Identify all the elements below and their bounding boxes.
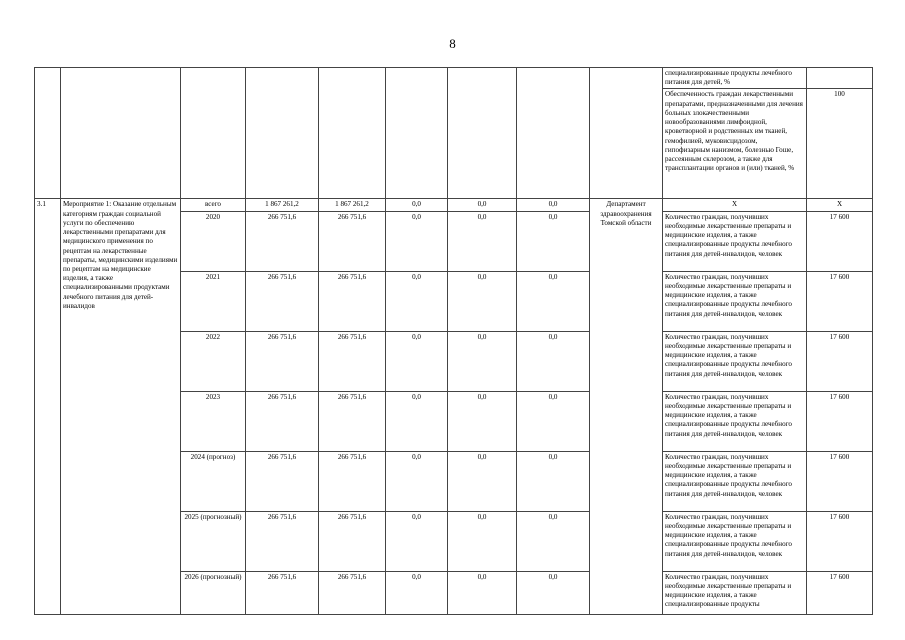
value-cell: 17 600 [807,571,873,614]
cell-other [517,68,590,199]
loc-cell: 0,0 [448,391,517,451]
other-cell: 0,0 [517,271,590,331]
other-cell: 0,0 [517,199,590,211]
other-cell: 0,0 [517,391,590,451]
indicator-cell: Х [663,199,807,211]
total-cell: 1 867 261,2 [246,199,319,211]
loc-cell: 0,0 [448,511,517,571]
year-cell: 2026 (прогнозный) [181,571,246,614]
indicator-cell: Количество граждан, получивших необходимые лекарственные препараты и медицинские изделия, а также специализированные продукты лечебного питания для детей-инвалидов, человек [663,391,807,451]
indicator-cell: специализированные продукты лечебного питания для детей, % [663,68,807,89]
indicator-cell: Количество граждан, получивших необходимые лекарственные препараты и медицинские изделия, а также специализированные продукты лечебного питания для детей-инвалидов, человек [663,451,807,511]
fed-cell: 1 867 261,2 [319,199,386,211]
indicator-cell: Количество граждан, получивших необходимые лекарственные препараты и медицинские изделия, а также специализированные продукты лечебного питания для детей-инвалидов, человек [663,271,807,331]
other-cell: 0,0 [517,511,590,571]
value-cell: 17 600 [807,331,873,391]
value-cell [807,68,873,89]
value-cell: 17 600 [807,451,873,511]
loc-cell: 0,0 [448,211,517,271]
table-row-total [35,199,873,211]
loc-cell: 0,0 [448,451,517,511]
loc-cell: 0,0 [448,571,517,614]
measure-name: Мероприятие 1: Оказание отдельным категориям граждан социальной услуги по обеспечению лекарственными препаратами для медицинского применения по рецептам на лекарственные препараты, медицинскими изделиями по рецептам на медицинские изделия, а также специализированными продуктами лечебного питания для детей-инвалидов [61,199,181,614]
fed-cell: 266 751,6 [319,331,386,391]
total-cell: 266 751,6 [246,511,319,571]
cell-name [61,68,181,199]
value-cell: 17 600 [807,391,873,451]
total-cell: 266 751,6 [246,331,319,391]
cell-fed [319,68,386,199]
cell-year [181,68,246,199]
cell-reg [386,68,448,199]
reg-cell: 0,0 [386,211,448,271]
year-cell: 2022 [181,331,246,391]
indicator-cell [663,571,807,614]
continuation-row [35,68,873,89]
reg-cell: 0,0 [386,271,448,331]
cell-total [246,68,319,199]
year-cell: 2020 [181,211,246,271]
reg-cell: 0,0 [386,391,448,451]
cell-number [35,68,61,199]
total-cell: 266 751,6 [246,451,319,511]
reg-cell: 0,0 [386,331,448,391]
year-cell: 2025 (прогнозный) [181,511,246,571]
year-cell: 2021 [181,271,246,331]
loc-cell: 0,0 [448,271,517,331]
value-cell: 100 [807,89,873,199]
fed-cell: 266 751,6 [319,571,386,614]
value-cell: 17 600 [807,211,873,271]
total-cell: 266 751,6 [246,211,319,271]
year-cell: 2023 [181,391,246,451]
reg-cell: 0,0 [386,199,448,211]
reg-cell: 0,0 [386,511,448,571]
loc-cell: 0,0 [448,331,517,391]
indicator-cell: Количество граждан, получивших необходимые лекарственные препараты и медицинские изделия, а также специализированные продукты лечебного питания для детей-инвалидов, человек [663,511,807,571]
cell-executor [590,68,663,199]
indicator-cell: Количество граждан, получивших необходимые лекарственные препараты и медицинские изделия, а также специализированные продукты лечебного питания для детей-инвалидов, человек [663,211,807,271]
other-cell: 0,0 [517,571,590,614]
fed-cell: 266 751,6 [319,511,386,571]
measure-number: 3.1 [35,199,61,614]
measure-executor: Департамент здравоохранения Томской области [590,199,663,614]
indicator-cell: Обеспеченность граждан лекарственными препаратами, предназначенными для лечения больных злокачественными новообразованиями лимфоидной, кроветворной и родственных им тканей, гемофилией, муковисцидозом, гипофизарным нанизмом, болезнью Гоше, рассеянным склерозом, а также для трансплантации органов и (или) тканей, % [663,89,807,199]
other-cell: 0,0 [517,331,590,391]
year-cell: всего [181,199,246,211]
value-cell: Х [807,199,873,211]
reg-cell: 0,0 [386,451,448,511]
value-cell: 17 600 [807,511,873,571]
total-cell: 266 751,6 [246,571,319,614]
reg-cell: 0,0 [386,571,448,614]
page-number: 8 [449,36,456,51]
indicator-cell: Количество граждан, получивших необходимые лекарственные препараты и медицинские изделия, а также специализированные продукты лечебного питания для детей-инвалидов, человек [663,331,807,391]
fed-cell: 266 751,6 [319,451,386,511]
cell-loc [448,68,517,199]
other-cell: 0,0 [517,211,590,271]
total-cell: 266 751,6 [246,271,319,331]
year-cell: 2024 (прогноз) [181,451,246,511]
program-table [34,67,873,615]
fed-cell: 266 751,6 [319,211,386,271]
fed-cell: 266 751,6 [319,271,386,331]
value-cell: 17 600 [807,271,873,331]
loc-cell: 0,0 [448,199,517,211]
other-cell: 0,0 [517,451,590,511]
fed-cell: 266 751,6 [319,391,386,451]
total-cell: 266 751,6 [246,391,319,451]
indicator-text: Количество граждан, получивших необходимые лекарственные препараты и медицинские изделия, а также специализированные продукты [665,572,792,609]
